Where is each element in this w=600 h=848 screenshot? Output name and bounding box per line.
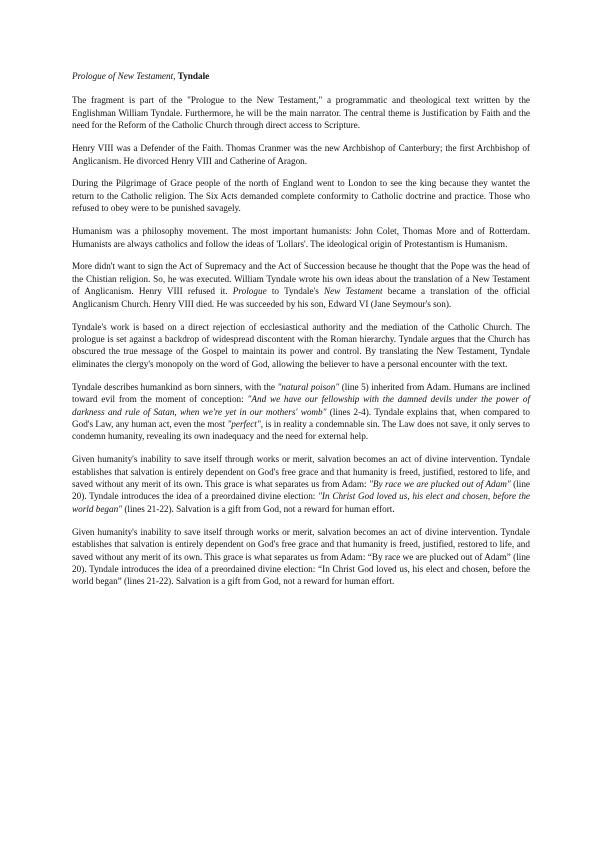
- paragraph-humanism: Humanism was a philosophy movement. The most important humanists: John Colet, Thomas More and of Rotterdam. Humanists are always catholics and follow the ideas of 'Lollars'. The ideological origin of Protestantism is Humanism.: [72, 226, 530, 249]
- text-run: Tyndale describes humankind as born sinners, with the: [72, 381, 278, 392]
- italic-quote: "perfect": [227, 418, 261, 429]
- title-author: Tyndale: [177, 71, 210, 81]
- text-run: More didn't want to sign the Act of Supremacy and the Act of Succession because he thought that the Pope was the head of the Chistian religion. So, he was executed. William Tyndale wrote his own ideas about the translation of a New Testament of Anglicanism. Henry VIII refused it.: [72, 261, 530, 297]
- paragraph-pilgrimage-of-grace: During the Pilgrimage of Grace people of the north of England went to London to see the king because they wantet the return to the Catholic religion. The Six Acts demanded complete conformity to Catholic doctrine and practice. Those who refused to obey were to be punished savagely.: [72, 178, 530, 214]
- paragraph-more-and-tyndale: [72, 260, 530, 310]
- text-run: to Tyndale's: [266, 286, 325, 297]
- text-run: became a translation of the official Anglicanism Church. Henry VIII died. He was succeeded by his son, Edward VI (Jane Seymour's son).: [72, 286, 530, 309]
- paragraph-divine-intervention: [72, 453, 530, 515]
- italic-quote: "In Christ God loved us, his elect and chosen, before the world began": [72, 491, 530, 514]
- paragraph-born-sinners: [72, 381, 530, 443]
- italic-quote: "And we have our fellowship with the damned devils under the power of darkness and rule of Satan, when we're yet in our mothers' womb": [72, 394, 530, 417]
- text-run: Given humanity's inability to save itself through works or merit, salvation becomes an act of divine intervention. Tyndale establishes that salvation is entirely dependent on God's free grace and that humanity is freed, justified, restored to life, and saved without any merit of its own. This grace is what separates us from Adam:: [72, 454, 530, 490]
- paragraph-henry-viii: Henry VIII was a Defender of the Faith. Thomas Cranmer was the new Archbishop of Canterbury; the first Archbishop of Anglicanism. He divorced Henry VIII and Catherine of Aragon.: [72, 143, 530, 166]
- title-italic-part: Prologue of New Testament,: [72, 71, 176, 81]
- italic-quote: "By race we are plucked out of Adam": [369, 479, 511, 490]
- italic-quote: "natural poison": [277, 381, 340, 392]
- document-page: [72, 70, 530, 598]
- italic-run: Prologue: [232, 286, 267, 297]
- paragraph-divine-intervention-repeat: Given humanity's inability to save itself through works or merit, salvation becomes an act of divine intervention. Tyndale establishes that salvation is entirely dependent on God's free grace and that humanity is freed, justified, restored to life, and saved without any merit of its own. This grace is what separates us from Adam: “By race we are plucked out of Adam” (line 20). Tyndale introduces the idea of a preordained divine election: “In Christ God loved us, his elect and chosen, before the world began” (lines 21-22). Salvation is a gift from God, not a reward for human effort.: [72, 526, 530, 587]
- italic-run: New Testament: [324, 286, 383, 297]
- paragraph-rejection-of-authority: Tyndale's work is based on a direct rejection of ecclesiastical authority and the mediation of the Catholic Church. The prologue is set against a backdrop of widespread discontent with the Roman hierarchy. Tyndale argues that the Church has obscured the true message of the Gospel to maintain its power and control. By translating the New Testament, Tyndale eliminates the clergy's monopoly on the word of God, allowing the believer to have a personal encounter with the text.: [72, 321, 530, 369]
- text-run: (line 5) inherited from Adam. Humans are inclined toward evil from the moment of conception:: [72, 381, 530, 405]
- paragraph-intro: The fragment is part of the "Prologue to the New Testament," a programmatic and theological text written by the Englishman William Tyndale. Furthermore, he will be the main narrator. The central theme is Justification by Faith and the need for the Reform of the Catholic Church through direct access to Scripture.: [72, 95, 530, 131]
- text-run: (lines 21-22). Salvation is a gift from God, not a reward for human effort.: [122, 503, 395, 514]
- text-run: (lines 2-4). Tyndale explains that, when compared to God's Law, any human act, even the most: [72, 406, 530, 429]
- document-title: [72, 70, 530, 82]
- text-run: (line 20). Tyndale introduces the idea of a preordained divine election:: [72, 479, 530, 502]
- text-run: , is in reality a condemnable sin. The Law does not save, it only serves to condemn humanity, revealing its own inadequacy and the need for external help.: [72, 418, 530, 442]
